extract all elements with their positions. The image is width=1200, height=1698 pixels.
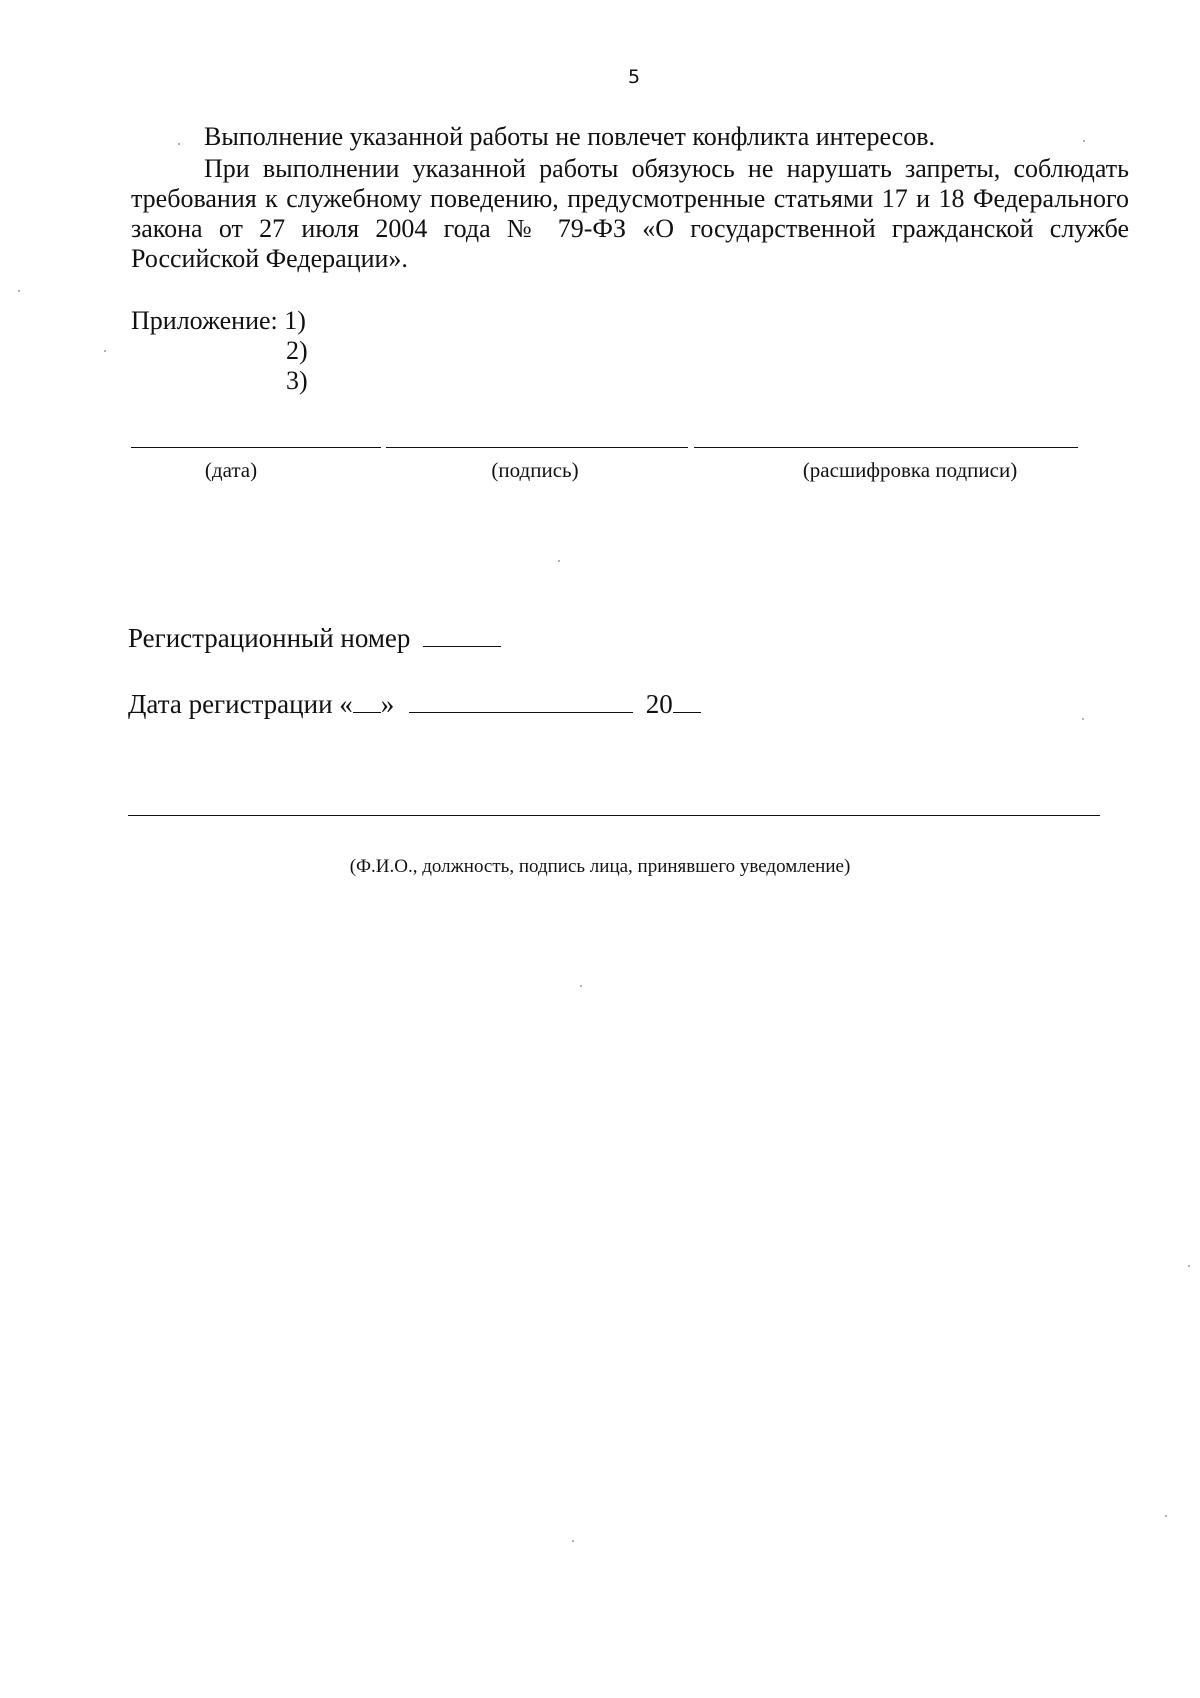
- registration-number-blank: [423, 624, 501, 647]
- registration-date-label: Дата регистрации «: [128, 689, 353, 719]
- scan-speck: [178, 143, 180, 145]
- scan-speck: [558, 560, 560, 562]
- date-signature-line: [131, 447, 381, 448]
- registration-day-blank: [353, 690, 381, 713]
- scan-speck: [18, 290, 20, 292]
- decoding-caption: (расшифровка подписи): [802, 458, 1018, 482]
- paragraph-no-conflict: Выполнение указанной работы не повлечет конфликта интересов.: [204, 122, 935, 151]
- scan-speck: [104, 350, 106, 352]
- scan-speck: [1083, 140, 1085, 142]
- receiver-line: [128, 815, 1100, 816]
- registration-number-label: Регистрационный номер: [128, 623, 411, 653]
- appendix-item-1: 1): [284, 306, 306, 335]
- appendix-list: [131, 306, 308, 396]
- registration-date-row: [128, 688, 701, 720]
- registration-number-row: [128, 622, 501, 654]
- appendix-item-2: 2): [286, 336, 308, 365]
- scan-speck: [1165, 1515, 1167, 1517]
- date-caption: (дата): [204, 458, 258, 482]
- appendix-item-3: 3): [286, 366, 308, 395]
- scan-speck: [1082, 718, 1084, 720]
- registration-date-close: »: [380, 689, 395, 719]
- registration-year-prefix: 20: [645, 689, 673, 719]
- scan-speck: [572, 1540, 574, 1542]
- registration-month-blank: [409, 690, 633, 713]
- registration-year-blank: [673, 690, 701, 713]
- page-number: 5: [628, 66, 641, 88]
- scan-speck: [1188, 1265, 1190, 1267]
- signature-decoding-line: [694, 447, 1078, 448]
- appendix-label: Приложение:: [131, 306, 278, 335]
- receiver-caption: (Ф.И.О., должность, подпись лица, принявшего уведомление): [349, 856, 851, 877]
- paragraph-obligation: При выполнении указанной работы обязуюсь не нарушать запреты, соблюдать требования к служебному поведению, предусмотренные статьями 17 и 18 Федерального закона от 27 июля 2004 года № 79-ФЗ «О государственной гражданской службе Российской Федерации».: [131, 154, 1129, 273]
- signature-line: [386, 447, 688, 448]
- signature-caption: (подпись): [491, 458, 579, 482]
- scan-speck: [580, 985, 582, 987]
